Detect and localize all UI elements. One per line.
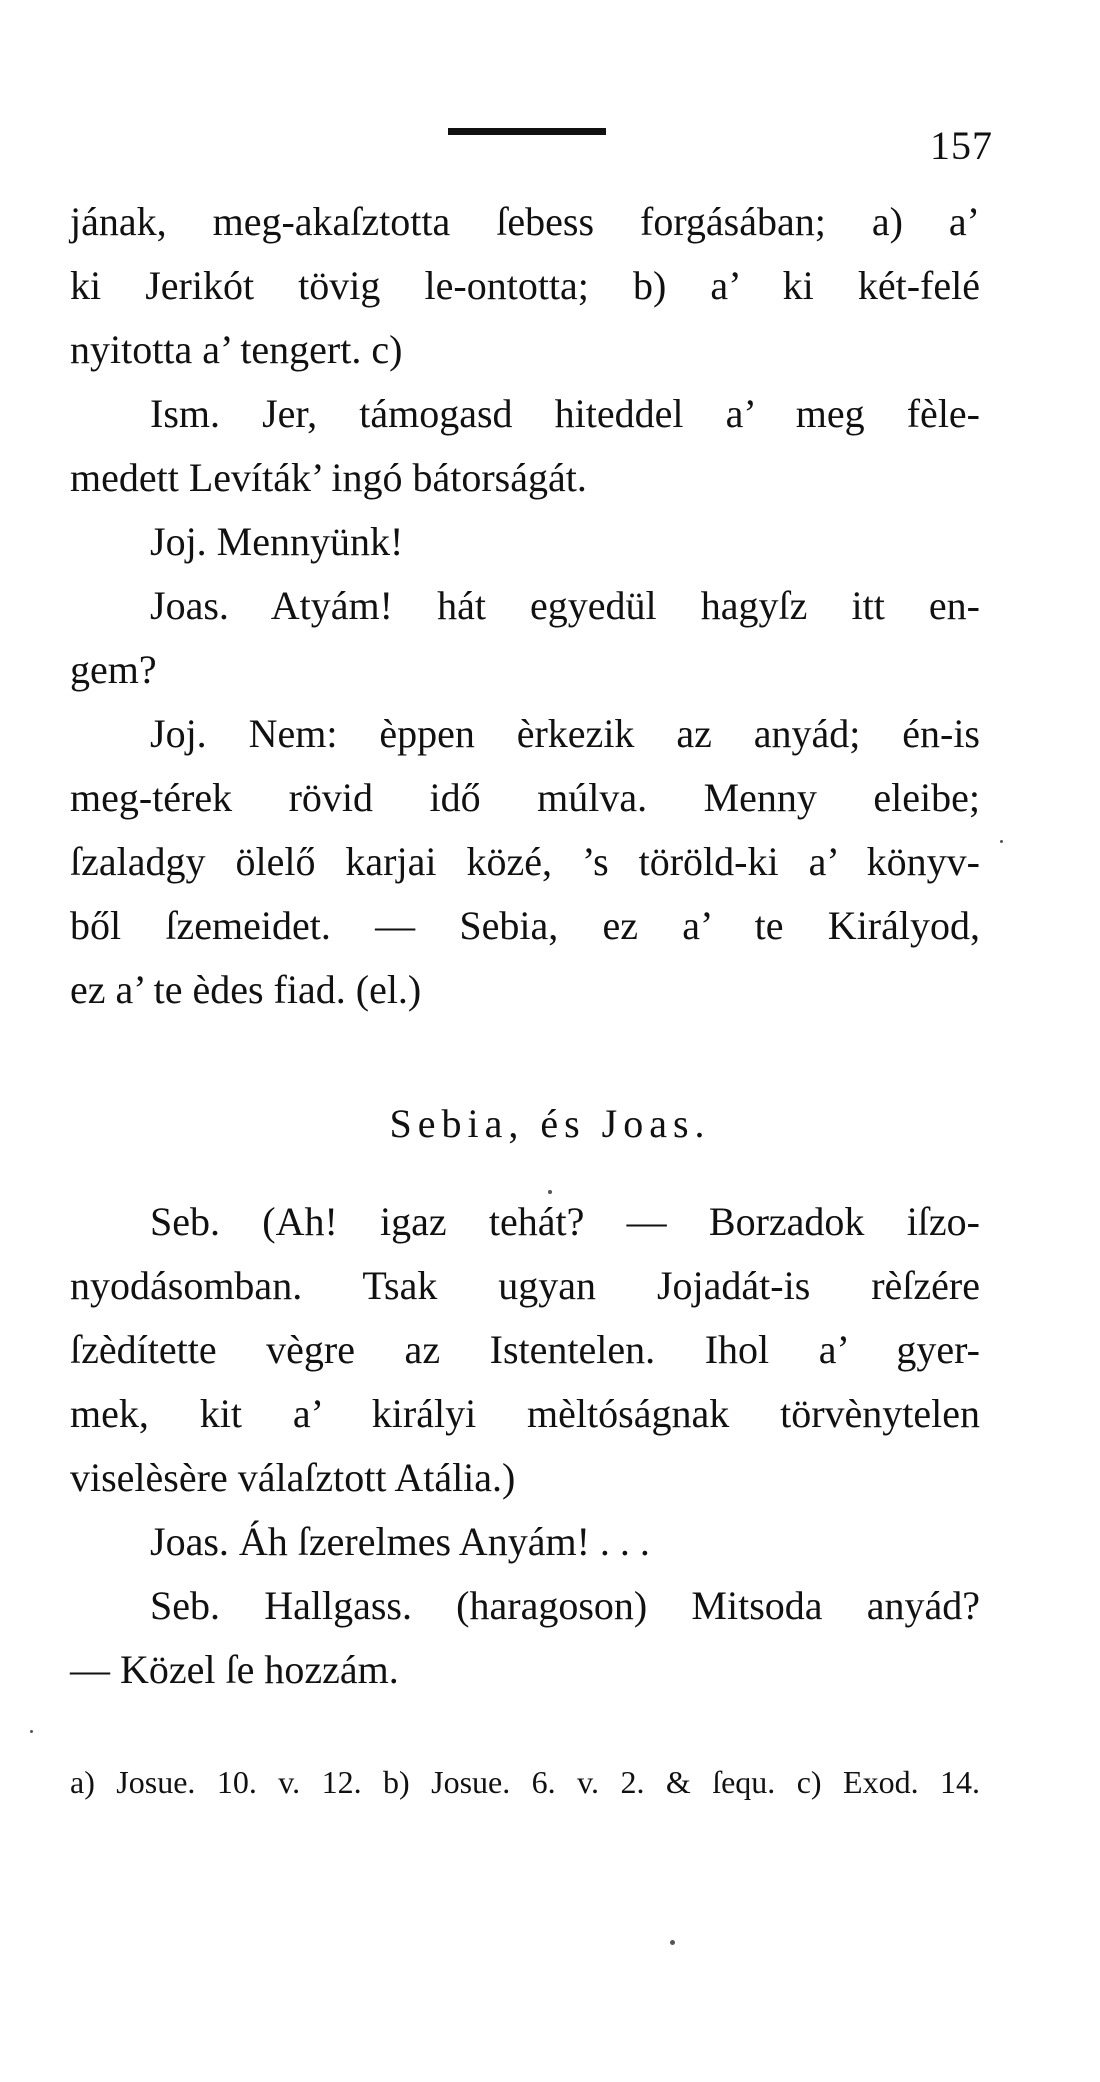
text-line: gem? xyxy=(70,647,157,692)
text-line: Joj. Mennyünk! xyxy=(150,519,404,564)
text-line: Joas. Áh ſzerelmes Anyám! . . . xyxy=(150,1519,650,1564)
text-line: — Közel ſe hozzám. xyxy=(70,1647,399,1692)
text-line: meg-térek rövid idő múlva. Menny eleibe; xyxy=(70,775,980,820)
text-line: nyitotta a’ tengert. c) xyxy=(70,327,403,372)
text-line: viselèsère válaſztott Atália.) xyxy=(70,1455,516,1500)
text-line: ſzaladgy ölelő karjai közé, ’s töröld-ki a’ könyv- xyxy=(70,839,980,884)
text-line: Ism. Jer, támogasd hiteddel a’ meg fèle- xyxy=(150,391,980,436)
text-line: Joas. Atyám! hát egyedül hagyſz itt en- xyxy=(150,583,980,628)
text-line: mek, kit a’ királyi mèltóságnak törvènytelen xyxy=(70,1391,980,1436)
text-line: nyodásomban. Tsak ugyan Jojadát-is rèſzére xyxy=(70,1263,980,1308)
header-rule xyxy=(448,128,606,135)
print-speck xyxy=(670,1940,675,1945)
text-line: ſzèdítette vègre az Istentelen. Ihol a’ gyer- xyxy=(70,1327,980,1372)
text-line: Seb. Hallgass. (haragoson) Mitsoda anyád? xyxy=(150,1583,980,1628)
print-speck xyxy=(1000,840,1003,843)
text-line: jának, meg-akaſztotta ſebess forgásában; a) a’ xyxy=(70,199,980,244)
print-speck xyxy=(548,1190,552,1194)
text-line: ez a’ te èdes fiad. (el.) xyxy=(70,967,422,1012)
text-line: medett Levíták’ ingó bátorságát. xyxy=(70,455,587,500)
print-speck xyxy=(30,1730,33,1733)
text-line: Seb. (Ah! igaz tehát? — Borzadok iſzo- xyxy=(150,1199,980,1244)
scene-heading: Sebia, és Joas. xyxy=(389,1101,711,1146)
footnotes: a) Josue. 10. v. 12. b) Josue. 6. v. 2. & ſequ. c) Exod. 14. xyxy=(70,1764,980,1800)
page-number: 157 xyxy=(930,123,993,168)
text-line: Joj. Nem: èppen èrkezik az anyád; én-is xyxy=(150,711,980,756)
text-line: ből ſzemeidet. — Sebia, ez a’ te Királyod, xyxy=(70,903,980,948)
text-line: ki Jerikót tövig le-ontotta; b) a’ ki két-felé xyxy=(70,263,980,308)
